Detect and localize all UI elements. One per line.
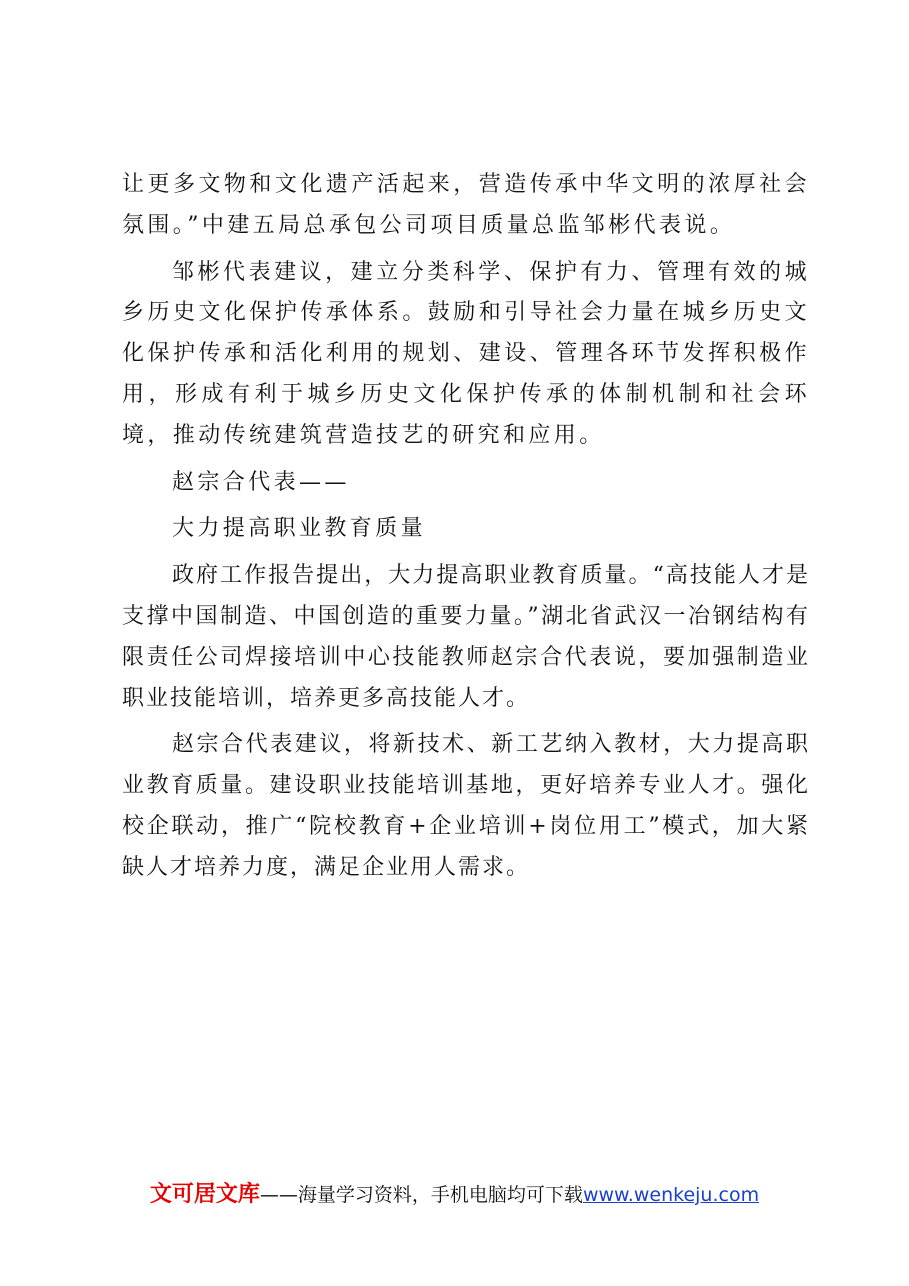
footer-slogan: ——海量学习资料，手机电脑均可下载 — [259, 1184, 583, 1206]
page-footer — [0, 1180, 909, 1210]
section-title: 大力提高职业教育质量 — [172, 516, 427, 542]
paragraph-zou-bin-suggestion: 邹彬代表建议，建立分类科学、保护有力、管理有效的城乡历史文化保护传承体系。鼓励和引导社会力量在城乡历史文化保护传承和活化利用的规划、建设、管理各环节发挥积极作用，形成有利于城乡历史文化保护传承的体制机制和社会环境，推动传统建筑营造技艺的研究和应用。 — [122, 259, 810, 448]
footer-site-link[interactable]: www.wenkeju.com — [582, 1184, 760, 1206]
paragraph-continuation: 让更多文物和文化遗产活起来，营造传承中华文明的浓厚社会氛围。”中建五局总承包公司项目质量总监邹彬代表说。 — [122, 172, 810, 238]
footer-brand: 文可居文库 — [149, 1182, 260, 1207]
section-speaker-heading: 赵宗合代表—— — [172, 469, 350, 495]
document-body — [122, 165, 810, 889]
paragraph-zhao-zonghe-suggestion: 赵宗合代表建议，将新技术、新工艺纳入教材，大力提高职业教育质量。建设职业技能培训基地，更好培养专业人才。强化校企联动，推广“院校教育+企业培训+岗位用工”模式，加大紧缺人才培养力度，满足企业用人需求。 — [122, 732, 810, 880]
paragraph-report: 政府工作报告提出，大力提高职业教育质量。“高技能人才是支撑中国制造、中国创造的重要力量。”湖北省武汉一冶钢结构有限责任公司焊接培训中心技能教师赵宗合代表说，要加强制造业职业技能培训，培养更多高技能人才。 — [122, 563, 810, 711]
